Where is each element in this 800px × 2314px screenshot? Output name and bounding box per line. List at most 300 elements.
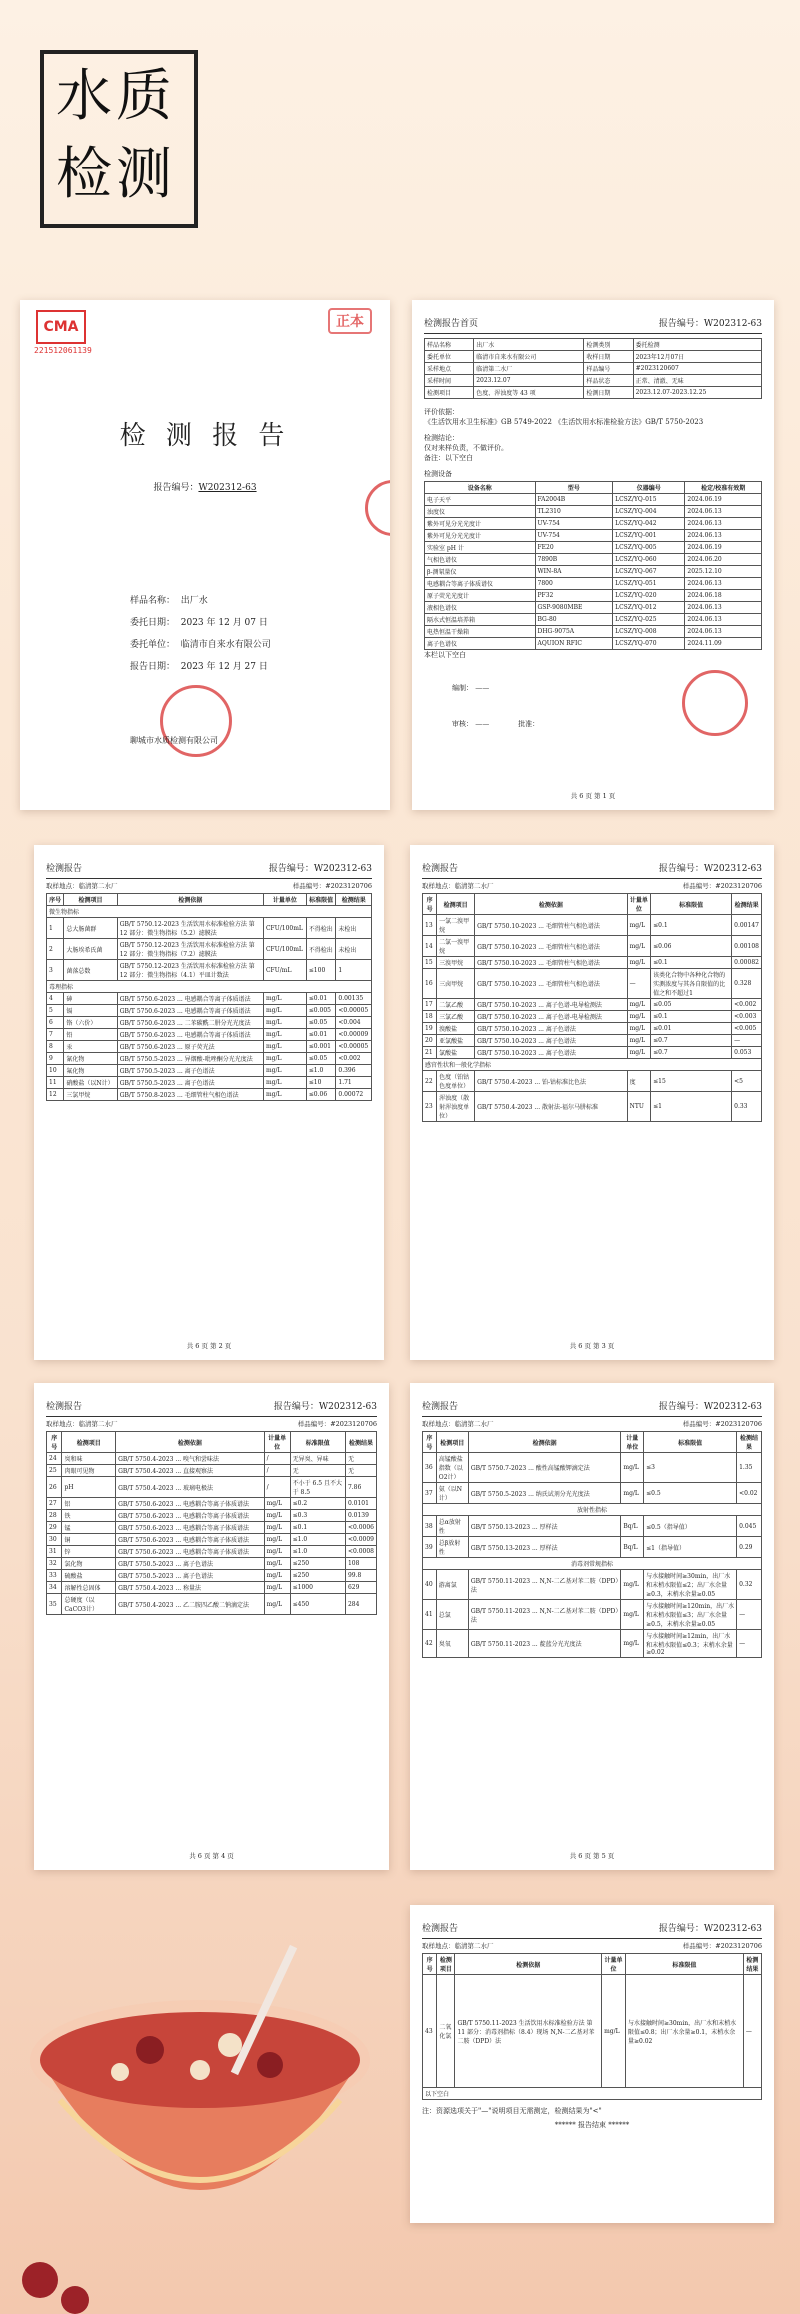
table-cell: ≤0.05 [306,1053,336,1065]
note: 注：资源选项关于"—"说明项目无需测定，检测结果为"<" [422,2107,602,2115]
table-cell: GB/T 5750.5-2023 ... 离子色谱法 [117,1065,263,1077]
page-header: 检测报告 报告编号：W202312-63 [46,861,372,879]
table-cell: 1.35 [737,1453,762,1483]
equip-cell: 电感耦合等离子体质谱仪 [425,578,536,590]
report-first-page [412,300,774,810]
table-row [423,1570,762,1600]
table-cell: ≤0.5 [644,1483,737,1504]
table-cell: GB/T 5750.10-2023 ... 毛细管柱气相色谱法 [475,957,628,969]
table-cell: / [264,1453,290,1465]
column-header: 序号 [47,894,64,906]
equip-cell: 浊度仪 [425,506,536,518]
equip-cell: 紫外可见分光光度计 [425,530,536,542]
table-cell: GB/T 5750.12-2023 生活饮用水标准检验方法 第 12 部分：微生物指标（5.2）滤膜法 [117,918,263,939]
table-cell: 21 [423,1047,437,1059]
table-cell: ≤0.01 [306,1029,336,1041]
table-cell: 30 [47,1534,62,1546]
table-cell: 0.32 [737,1570,762,1600]
table-cell: CFU/100mL [263,939,306,960]
end-row: 以下空白 [423,2088,762,2100]
table-cell: 砷 [64,993,117,1005]
equip-cell: LCSZ/YQ-042 [613,518,685,530]
table-cell: 锌 [62,1546,116,1558]
table-cell: ≤0.06 [651,936,732,957]
table-cell: 99.8 [345,1570,376,1582]
table-cell: 未检出 [336,939,372,960]
table-row [47,1534,377,1546]
table-cell: 无异臭、异味 [290,1453,345,1465]
table-cell: 0.00082 [732,957,762,969]
results-page-2 [34,845,384,1360]
table-cell: 18 [423,1011,437,1023]
table-cell: mg/L [264,1498,290,1510]
info-table [424,338,762,399]
info-cell: 采样地点 [425,363,474,375]
info-cell: 检测日期 [584,387,633,399]
table-cell: 溶解性总固体 [62,1582,116,1594]
table-cell: mg/L [263,993,306,1005]
equip-cell: LCSZ/YQ-067 [613,566,685,578]
table-cell: 0.00147 [732,915,762,936]
table-cell: 5 [47,1005,64,1017]
table-cell: 总大肠菌群 [64,918,117,939]
results-table [422,893,762,1122]
table-cell: ≤0.1 [651,957,732,969]
table-cell: ≤1.0 [290,1546,345,1558]
table-cell: 氟化物 [64,1065,117,1077]
section-row: 毒理指标 [47,981,372,993]
table-cell: 38 [423,1516,437,1537]
equip-cell: 2024.06.13 [685,602,762,614]
table-cell: ≤1.0 [290,1534,345,1546]
table-cell: <0.002 [336,1053,372,1065]
equip-cell: FE20 [535,542,613,554]
table-cell: 一氯二溴甲烷 [437,915,475,936]
table-cell: mg/L [263,1029,306,1041]
table-cell: ≤0.1 [290,1522,345,1534]
info-cell: 正常、清澈、无味 [633,375,761,387]
table-cell: 氯酸盐 [437,1047,475,1059]
table-cell: ≤0.05 [651,999,732,1011]
table-cell: mg/L [627,957,650,969]
table-cell: 34 [47,1582,62,1594]
table-row [47,1029,372,1041]
column-header: 检测依据 [455,1954,602,1975]
table-cell: 15 [423,957,437,969]
table-row [47,1477,377,1498]
table-cell: 色度（铂钴色度单位） [437,1071,475,1092]
table-row [423,1516,762,1537]
table-cell: 6 [47,1017,64,1029]
table-cell: 0.29 [737,1537,762,1558]
page-subheader: 取样地点：临清第二水厂 样品编号：#2023120706 [46,882,372,890]
table-cell: 2 [47,939,64,960]
table-cell: 锰 [62,1522,116,1534]
table-cell: GB/T 5750.6-2023 ... 电感耦合等离子体质谱法 [117,993,263,1005]
table-cell: 二氯一溴甲烷 [437,936,475,957]
equip-cell: 2024.11.09 [685,638,762,650]
equip-cell: DHG-9075A [535,626,613,638]
equip-cell: AQUION RFIC [535,638,613,650]
table-cell: mg/L [627,999,650,1011]
table-cell: 总β放射性 [436,1537,468,1558]
table-row [423,999,762,1011]
equip-cell: 2024.06.13 [685,518,762,530]
section-row: 放射性指标 [423,1504,762,1516]
table-row [423,1600,762,1630]
table-cell: 37 [423,1483,437,1504]
table-cell: 肉眼可见物 [62,1465,116,1477]
field-entrust-date: 委托日期： 2023 年 12 月 07 日 [130,618,268,628]
info-row [425,375,762,387]
table-cell: mg/L [263,1017,306,1029]
table-cell: ≤10 [306,1077,336,1089]
table-cell: ≤250 [290,1570,345,1582]
table-cell: 31 [47,1546,62,1558]
equip-row [425,602,762,614]
cma-logo: CMA [36,310,86,344]
table-cell: mg/L [263,1041,306,1053]
equip-cell: 2024.06.18 [685,590,762,602]
info-cell: 采样时间 [425,375,474,387]
table-cell: 亚氯酸盐 [437,1035,475,1047]
table-cell: CFU/mL [263,960,306,981]
table-cell: GB/T 5750.10-2023 ... 毛细管柱气相色谱法 [475,915,628,936]
table-cell: 1.71 [336,1077,372,1089]
table-cell: 27 [47,1498,62,1510]
table-cell: — [737,1600,762,1630]
table-cell: Bq/L [621,1516,644,1537]
info-row [425,363,762,375]
table-cell: GB/T 5750.8-2023 ... 毛细管柱气相色谱法 [117,1089,263,1101]
table-cell: mg/L [263,1053,306,1065]
table-cell: 不得检出 [306,939,336,960]
table-row [423,1092,762,1122]
equip-row [425,566,762,578]
table-cell: pH [62,1477,116,1498]
table-cell: 臭氧 [436,1630,468,1658]
table-row [423,915,762,936]
table-cell: ≤1 [651,1092,732,1122]
table-cell: ≤0.005 [306,1005,336,1017]
column-header: 检测结果 [345,1432,376,1453]
table-cell: <0.002 [732,999,762,1011]
table-cell: mg/L [264,1582,290,1594]
info-row [425,387,762,399]
table-cell: ≤0.01 [651,1023,732,1035]
table-cell: 铜 [62,1534,116,1546]
page-header: 检测报告首页 报告编号：W202312-63 [424,316,762,334]
column-header: 检测项目 [436,1432,468,1453]
table-row [47,1065,372,1077]
table-row [47,1017,372,1029]
equip-cell: 隔水式恒温培养箱 [425,614,536,626]
table-cell: 108 [345,1558,376,1570]
table-cell: 氯化物 [62,1558,116,1570]
table-cell: 氨（以N计） [436,1483,468,1504]
table-cell: 总α放射性 [436,1516,468,1537]
table-cell: GB/T 5750.12-2023 生活饮用水标准检验方法 第 12 部分：微生物指标（4.1）平皿计数法 [117,960,263,981]
equip-cell: 实验室 pH 计 [425,542,536,554]
table-cell: 1 [336,960,372,981]
page-header: 检测报告 报告编号：W202312-63 [422,1399,762,1417]
table-row [423,1630,762,1658]
table-cell: — [627,969,650,999]
table-cell: 无 [290,1465,345,1477]
table-cell: mg/L [263,1005,306,1017]
table-row [423,969,762,999]
equip-cell: LCSZ/YQ-051 [613,578,685,590]
info-cell: 收样日期 [584,351,633,363]
table-cell: 0.00135 [336,993,372,1005]
company-seal [682,670,748,736]
table-cell: 不小于 6.5 且不大于 8.5 [290,1477,345,1498]
table-cell: ≤0.06 [306,1089,336,1101]
column-header: 标准限值 [625,1954,743,1975]
table-cell: 22 [423,1071,437,1092]
table-cell: mg/L [264,1510,290,1522]
table-cell: mg/L [264,1522,290,1534]
column-header: 检测项目 [437,1954,455,1975]
info-cell: 出厂水 [474,339,584,351]
table-cell: <0.005 [732,1023,762,1035]
table-cell: 三溴甲烷 [437,957,475,969]
table-row: 43 二氧化氯 GB/T 5750.11-2023 生活饮用水标准检验方法 第 11 部分：消毒剂指标（8.4）现场 N,N-二乙基对苯二胺（DPD）法 mg/L 与水接触时间≥30min，出厂水和末梢水限值≤0.8；出厂水余量≥0.1，末梢水余量≥0.02 — [423,1975,762,2088]
table-cell: 0.045 [737,1516,762,1537]
column-header: 序号 [423,1432,437,1453]
equip-cell: 液相色谱仪 [425,602,536,614]
equip-cell: LCSZ/YQ-015 [613,494,685,506]
org-name: 聊城市水质检测有限公司 [130,736,218,745]
equip-row [425,614,762,626]
signatures: 编制： —— 审核： —— 批准： [452,684,540,728]
equip-row [425,626,762,638]
table-cell: mg/L [627,1023,650,1035]
table-cell: 三卤甲烷 [437,969,475,999]
table-cell: 菌落总数 [64,960,117,981]
table-row [47,1053,372,1065]
table-row [47,1546,377,1558]
info-row [425,339,762,351]
equip-cell: UV-754 [535,518,613,530]
equip-cell: LCSZ/YQ-020 [613,590,685,602]
section-row: 感官性状和一般化学指标 [423,1059,762,1071]
table-cell: 与水接触时间≥30min，出厂水和末梢水限值≤2；出厂水余量≥0.3，末梢水余量≥0.05 [644,1570,737,1600]
table-cell: 23 [423,1092,437,1122]
table-cell: mg/L [621,1630,644,1658]
column-header: 标准限值 [644,1432,737,1453]
table-cell: 26 [47,1477,62,1498]
table-cell: 20 [423,1035,437,1047]
page-header: 检测报告 报告编号：W202312-63 [46,1399,377,1417]
table-cell: 35 [47,1594,62,1615]
table-cell: 总氯 [436,1600,468,1630]
info-cell: 检测项目 [425,387,474,399]
page-subheader: 取样地点：临清第二水厂 样品编号：#2023120706 [422,882,762,890]
info-row [425,351,762,363]
table-cell: 29 [47,1522,62,1534]
equip-cell: 2025.12.10 [685,566,762,578]
equip-cell: 7800 [535,578,613,590]
table-cell: <0.003 [732,1011,762,1023]
column-header: 检测结果 [737,1432,762,1453]
info-cell: 临清市自来水有限公司 [474,351,584,363]
cover-fields [130,590,271,678]
table-cell: mg/L [263,1077,306,1089]
table-cell: GB/T 5750.5-2023 ... 离子色谱法 [117,1077,263,1089]
equip-cell: 2024.06.13 [685,626,762,638]
table-row [423,1035,762,1047]
table-cell: ≤0.5（指导值） [644,1516,737,1537]
table-row [423,1071,762,1092]
table-cell: ≤0.3 [290,1510,345,1522]
table-cell: mg/L [627,1035,650,1047]
table-cell: <0.00009 [336,1029,372,1041]
table-cell: GB/T 5750.10-2023 ... 毛细管柱气相色谱法 [475,936,628,957]
column-header: 检测结果 [732,894,762,915]
table-cell: 臭和味 [62,1453,116,1465]
table-cell: 浑浊度（散射浑浊度单位） [437,1092,475,1122]
table-cell: mg/L [627,1011,650,1023]
table-cell: GB/T 5750.4-2023 ... 称量法 [116,1582,265,1594]
table-cell: GB/T 5750.13-2023 ... 厚样法 [468,1516,621,1537]
table-cell: 0.33 [732,1092,762,1122]
info-table-wrap [424,338,762,660]
table-cell: 无 [345,1465,376,1477]
table-cell: 7 [47,1029,64,1041]
equip-cell: BG-80 [535,614,613,626]
column-header: 检测依据 [116,1432,265,1453]
equip-cell: PF32 [535,590,613,602]
info-cell: 委托检测 [633,339,761,351]
table-cell: GB/T 5750.6-2023 ... 原子荧光法 [117,1041,263,1053]
table-row [47,1005,372,1017]
equip-cell: 电子天平 [425,494,536,506]
results-page-3 [410,845,774,1360]
equip-row [425,530,762,542]
table-cell: 16 [423,969,437,999]
table-cell: mg/L [621,1483,644,1504]
page-header: 检测报告 报告编号：W202312-63 [422,1921,762,1939]
table-row [47,1558,377,1570]
equip-row [425,578,762,590]
conclusion: 检测结论： 仅对来样负责，不做评价。 备注：以下空白 [424,434,508,462]
column-header: 检测项目 [64,894,117,906]
column-header: 设备名称 [425,482,536,494]
table-cell: 高锰酸盐指数（以O2计） [436,1453,468,1483]
table-cell: 氰化物 [64,1053,117,1065]
table-cell: GB/T 5750.11-2023 ... N,N-二乙基对苯二胺（DPD）法 [468,1600,621,1630]
page-footer: 共 6 页 第 5 页 [569,1852,615,1860]
equip-row [425,638,762,650]
table-cell: GB/T 5750.5-2023 ... 离子色谱法 [116,1570,265,1582]
info-cell: 样品名称 [425,339,474,351]
report-title: 检 测 报 告 [119,421,291,451]
table-cell: ≤0.01 [306,993,336,1005]
hero-line1: 水质 [56,64,176,129]
equip-cell: UV-754 [535,530,613,542]
table-cell: <5 [732,1071,762,1092]
table-row [47,918,372,939]
results-page-5 [410,1383,774,1870]
equip-cell: 7890B [535,554,613,566]
table-row [47,939,372,960]
table-cell: 12 [47,1089,64,1101]
table-cell: 13 [423,915,437,936]
table-cell: 284 [345,1594,376,1615]
column-header: 计量单位 [602,1954,626,1975]
table-cell: / [264,1465,290,1477]
column-header: 计量单位 [263,894,306,906]
equip-cell: 紫外可见分光光度计 [425,518,536,530]
table-cell: 28 [47,1510,62,1522]
table-cell: mg/L [264,1534,290,1546]
table-row [423,1011,762,1023]
table-cell: 汞 [64,1041,117,1053]
equip-cell: 离子色谱仪 [425,638,536,650]
page-subheader: 取样地点：临清第二水厂 样品编号：#2023120706 [422,1942,762,1950]
column-header: 序号 [47,1432,62,1453]
table-cell: GB/T 5750.6-2023 ... 电感耦合等离子体质谱法 [116,1546,265,1558]
equip-cell: TL2310 [535,506,613,518]
equip-cell: 2024.06.13 [685,578,762,590]
column-header: 检测结果 [743,1954,761,1975]
table-cell: — [732,1035,762,1047]
table-row [47,1570,377,1582]
table-cell: ≤0.05 [306,1017,336,1029]
equip-cell: 电热恒温干燥箱 [425,626,536,638]
table-row [423,1483,762,1504]
column-header: 计量单位 [627,894,650,915]
equip-cell: LCSZ/YQ-070 [613,638,685,650]
column-header: 计量单位 [264,1432,290,1453]
table-cell: 硫酸盐 [62,1570,116,1582]
table-cell: ≤250 [290,1558,345,1570]
hero-title-box [40,50,198,228]
column-header: 型号 [535,482,613,494]
table-row [47,1498,377,1510]
table-cell: 36 [423,1453,437,1483]
table-row [47,1089,372,1101]
page-footer: 共 6 页 第 4 页 [189,1852,234,1860]
table-cell: GB/T 5750.12-2023 生活饮用水标准检验方法 第 12 部分：微生物指标（7.2）滤膜法 [117,939,263,960]
table-cell: ≤0.7 [651,1047,732,1059]
page-footer: 共 6 页 第 1 页 [570,792,616,800]
original-stamp: 正本 [328,308,372,334]
table-cell: 7.86 [345,1477,376,1498]
hero-line2: 检测 [56,142,176,207]
table-cell: 10 [47,1065,64,1077]
table-cell: <0.00005 [336,1041,372,1053]
results-page-4 [34,1383,389,1870]
table-cell: 游离氯 [436,1570,468,1600]
equip-cell: FA2004B [535,494,613,506]
table-cell: GB/T 5750.6-2023 ... 电感耦合等离子体质谱法 [117,1029,263,1041]
column-header: 检测结果 [336,894,372,906]
table-row [47,1510,377,1522]
table-cell: 镉 [64,1005,117,1017]
table-cell: 铅 [64,1029,117,1041]
table-cell: mg/L [627,1047,650,1059]
table-cell: ≤100 [306,960,336,981]
table-cell: GB/T 5750.4-2023 ... 玻璃电极法 [116,1477,265,1498]
table-cell: GB/T 5750.7-2023 ... 酸性高锰酸钾滴定法 [468,1453,621,1483]
company-seal [160,685,232,757]
table-cell: GB/T 5750.10-2023 ... 离子色谱法 [475,1023,628,1035]
table-row [47,1453,377,1465]
table-cell: 0.053 [732,1047,762,1059]
section-row: 消毒剂常规指标 [423,1558,762,1570]
